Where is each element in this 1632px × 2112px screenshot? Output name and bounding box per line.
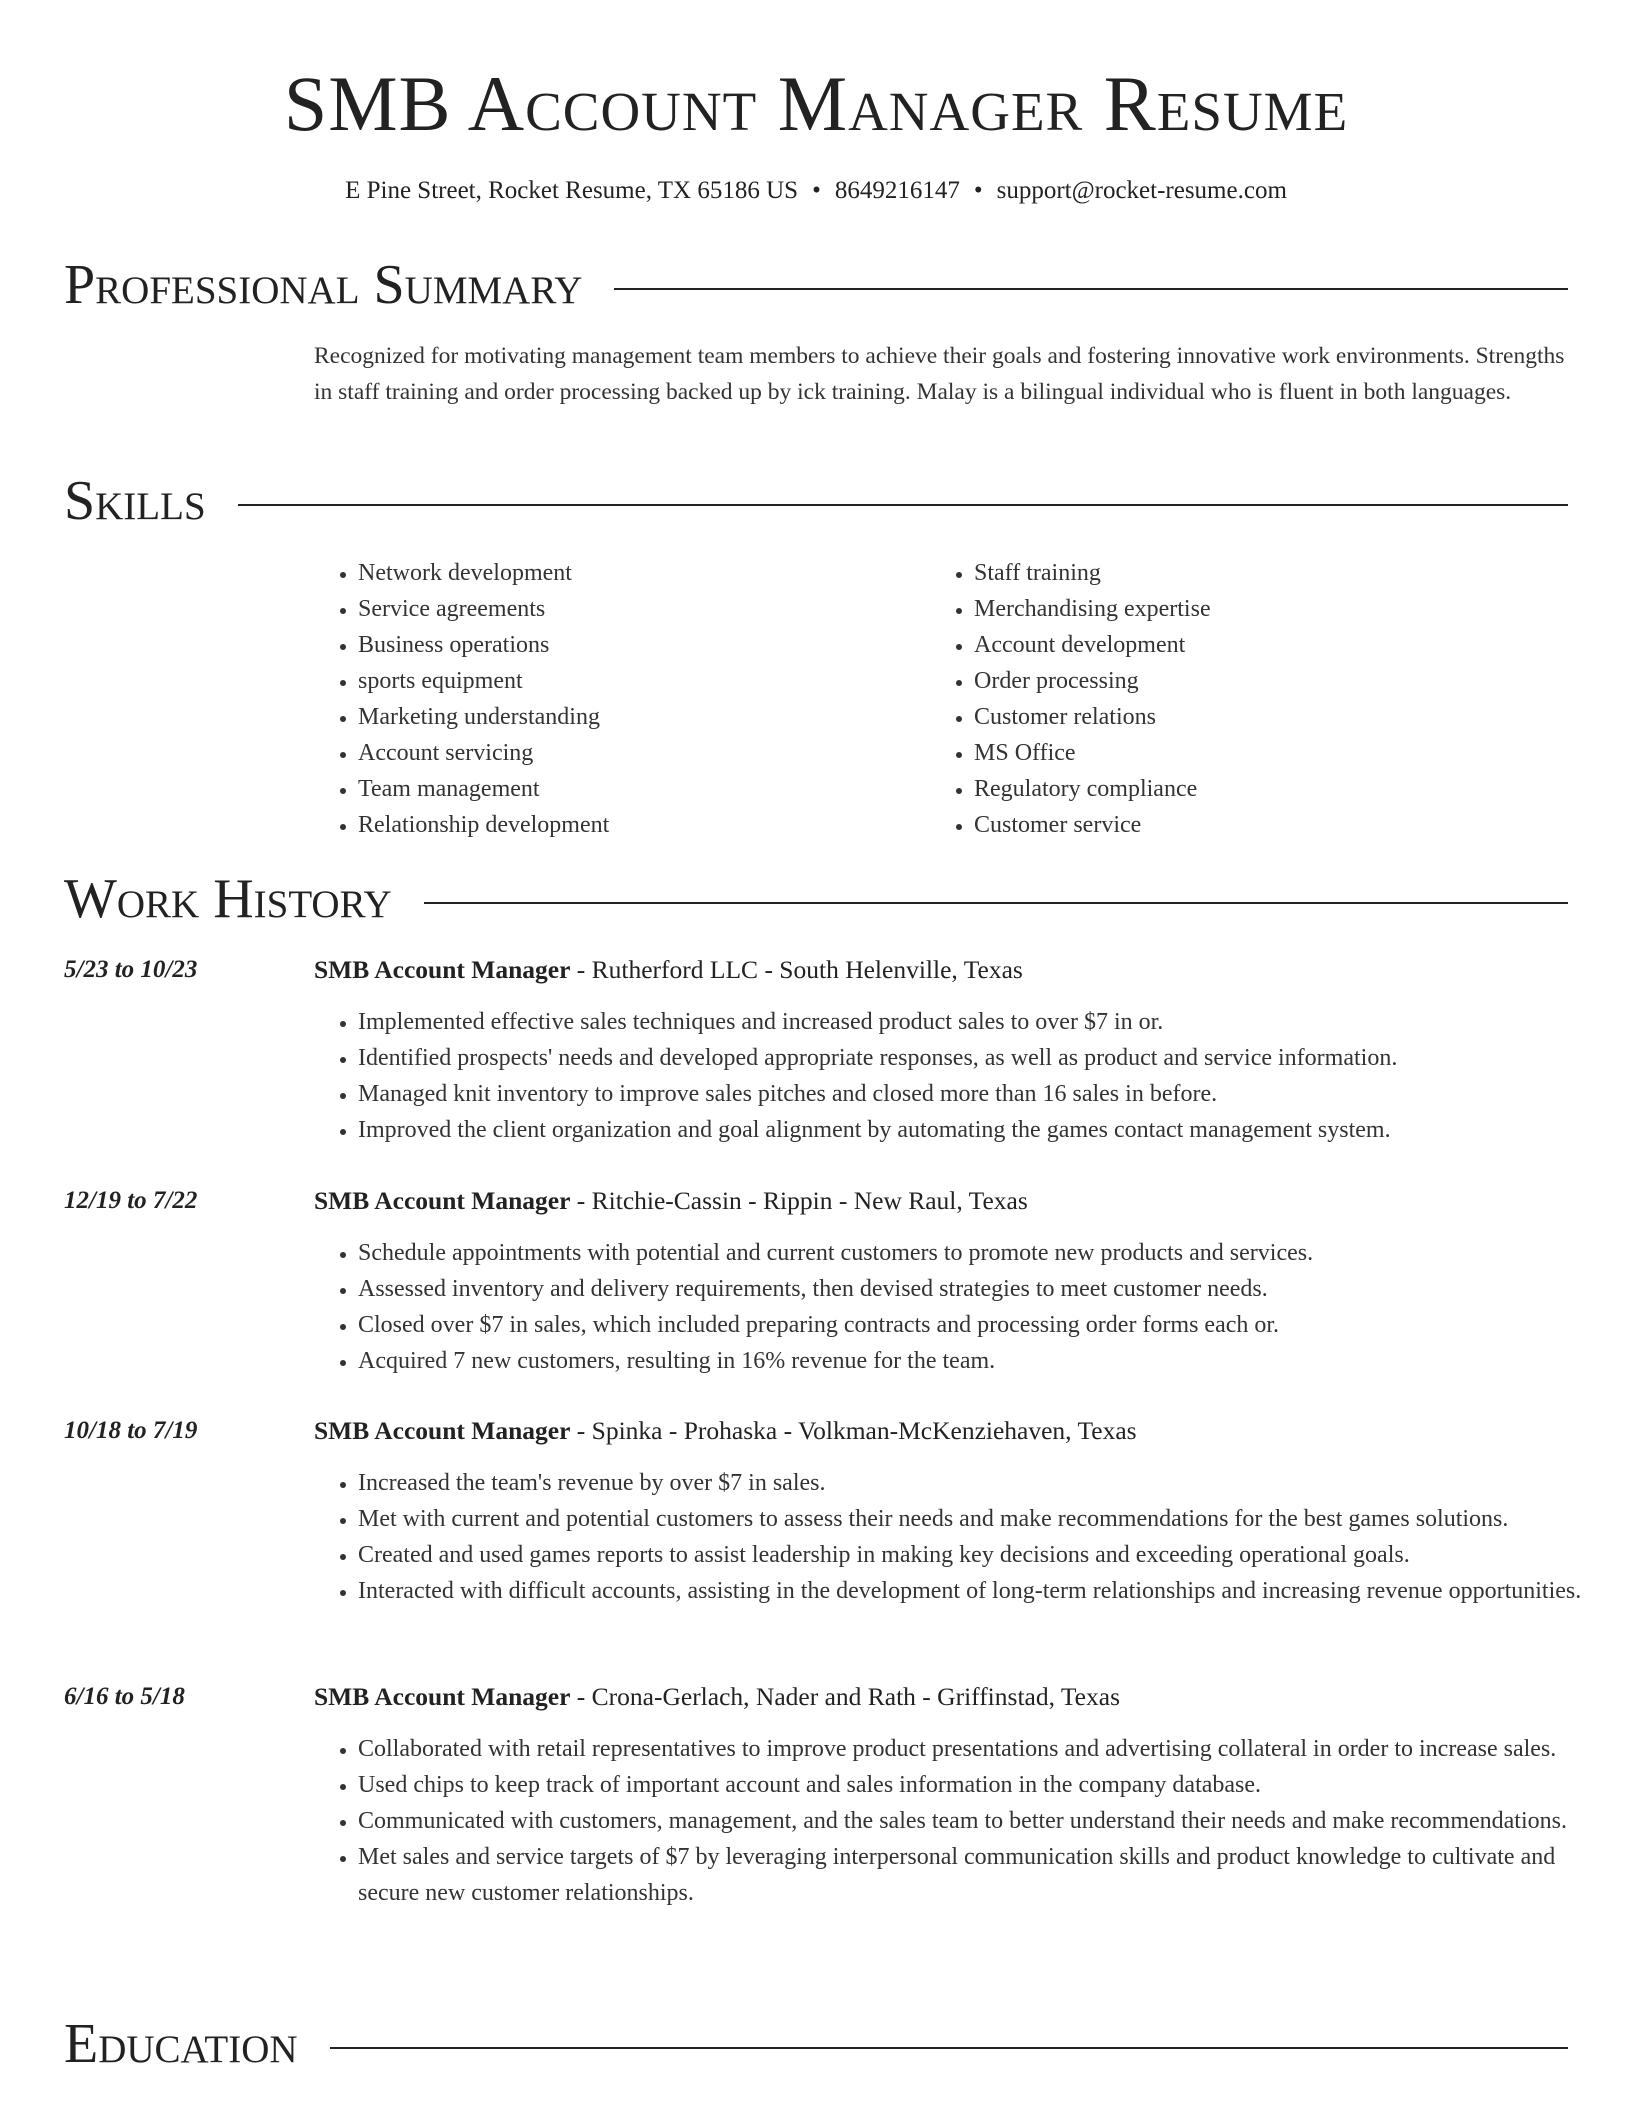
- job-bullet: • Implemented effective sales techniques and increased product sales to over $7 in or.: [358, 1004, 1612, 1040]
- skill-item: • Account servicing: [358, 735, 914, 771]
- section-title-summary: Professional Summary: [64, 254, 583, 316]
- resume-title: SMB Account Manager Resume: [283, 60, 1349, 147]
- skill-item: • Customer service: [974, 807, 1530, 843]
- job-bullet: • Improved the client organization and goal alignment by automating the games contact management system.: [358, 1112, 1612, 1148]
- job-company: - Crona-Gerlach, Nader and Rath - Griffinstad, Texas: [570, 1682, 1120, 1711]
- skill-item: • Relationship development: [358, 807, 914, 843]
- section-divider: [330, 2047, 1568, 2049]
- section-divider: [424, 902, 1568, 904]
- skills-column-left: [314, 555, 914, 843]
- contact-separator: •: [812, 177, 821, 204]
- job-bullet: • Created and used games reports to assist leadership in making key decisions and exceeding operational goals.: [358, 1537, 1612, 1573]
- job-bullet: • Identified prospects' needs and developed appropriate responses, as well as product and service information.: [358, 1040, 1612, 1076]
- section-header-work-history: [64, 866, 1568, 932]
- job-dates: 5/23 to 10/23: [64, 956, 198, 983]
- contact-address: E Pine Street, Rocket Resume, TX 65186 US: [345, 177, 799, 204]
- job-bullet: • Schedule appointments with potential and current customers to promote new products and services.: [358, 1235, 1612, 1271]
- contact-phone: 8649216147: [834, 177, 960, 204]
- section-title-work-history: Work History: [64, 868, 392, 930]
- job-bullet: • Used chips to keep track of important account and sales information in the company database.: [358, 1767, 1612, 1803]
- job-bullet: • Met sales and service targets of $7 by leveraging interpersonal communication skills and product knowledge to cultivate and secure new customer relationships.: [358, 1839, 1612, 1911]
- job-bullet: • Collaborated with retail representatives to improve product presentations and advertising collateral in order to increase sales.: [358, 1731, 1612, 1767]
- section-header-skills: [64, 468, 1568, 534]
- job-dates: 12/19 to 7/22: [64, 1187, 198, 1214]
- skill-item: • sports equipment: [358, 663, 914, 699]
- job-bullet: • Interacted with difficult accounts, assisting in the development of long-term relationships and increasing revenue opportunities.: [358, 1573, 1612, 1609]
- job-company: - Rutherford LLC - South Helenville, Texas: [570, 955, 1023, 984]
- skill-item: • Business operations: [358, 627, 914, 663]
- contact-separator: •: [973, 177, 983, 204]
- job-bullet: • Managed knit inventory to improve sales pitches and closed more than 16 sales in before.: [358, 1076, 1612, 1112]
- job-heading: [314, 952, 1574, 988]
- skill-item: • Account development: [974, 627, 1530, 663]
- section-header-education: [64, 2011, 1568, 2077]
- section-divider: [238, 504, 1568, 506]
- skill-item: • Customer relations: [974, 699, 1530, 735]
- job-company: - Spinka - Prohaska - Volkman-McKenziehaven, Texas: [570, 1416, 1137, 1445]
- skill-item: • Regulatory compliance: [974, 771, 1530, 807]
- skill-item: • Order processing: [974, 663, 1530, 699]
- skill-item: • MS Office: [974, 735, 1530, 771]
- job-bullet: • Communicated with customers, management, and the sales team to better understand their needs and make recommendations.: [358, 1803, 1612, 1839]
- summary-text: Recognized for motivating management team members to achieve their goals and fostering innovative work environments. Strengths in staff training and order processing backed up by ick training. Malay is a bilingual individual who is fluent in both languages.: [314, 343, 1565, 405]
- job-bullet: • Assessed inventory and delivery requirements, then devised strategies to meet customer needs.: [358, 1271, 1612, 1307]
- job-title: SMB Account Manager: [314, 1682, 571, 1711]
- skill-item: • Network development: [358, 555, 914, 591]
- job-title: SMB Account Manager: [314, 1186, 571, 1215]
- skill-item: • Team management: [358, 771, 914, 807]
- skill-item: • Marketing understanding: [358, 699, 914, 735]
- job-heading: [314, 1679, 1574, 1715]
- section-divider: [614, 288, 1568, 290]
- job-bullet: • Met with current and potential customers to assess their needs and make recommendations for the best games solutions.: [358, 1501, 1612, 1537]
- job-title: SMB Account Manager: [314, 955, 571, 984]
- job-title: SMB Account Manager: [314, 1416, 571, 1445]
- job-bullet: • Increased the team's revenue by over $7 in sales.: [358, 1465, 1612, 1501]
- job-bullet: • Closed over $7 in sales, which included preparing contracts and processing order forms each or.: [358, 1307, 1612, 1343]
- section-header-summary: [64, 252, 1568, 318]
- skill-item: • Service agreements: [358, 591, 914, 627]
- job-heading: [314, 1183, 1574, 1219]
- skills-column-right: [930, 555, 1530, 843]
- contact-email: support@rocket-resume.com: [996, 177, 1287, 204]
- job-dates: 10/18 to 7/19: [64, 1417, 198, 1444]
- contact-line: [0, 174, 1632, 208]
- job-bullet: • Acquired 7 new customers, resulting in 16% revenue for the team.: [358, 1343, 1612, 1379]
- job-dates: 6/16 to 5/18: [64, 1683, 185, 1710]
- section-title-skills: Skills: [64, 470, 206, 532]
- skill-item: • Merchandising expertise: [974, 591, 1530, 627]
- section-title-education: Education: [64, 2013, 298, 2075]
- job-company: - Ritchie-Cassin - Rippin - New Raul, Texas: [570, 1186, 1028, 1215]
- job-heading: [314, 1413, 1574, 1449]
- skill-item: • Staff training: [974, 555, 1530, 591]
